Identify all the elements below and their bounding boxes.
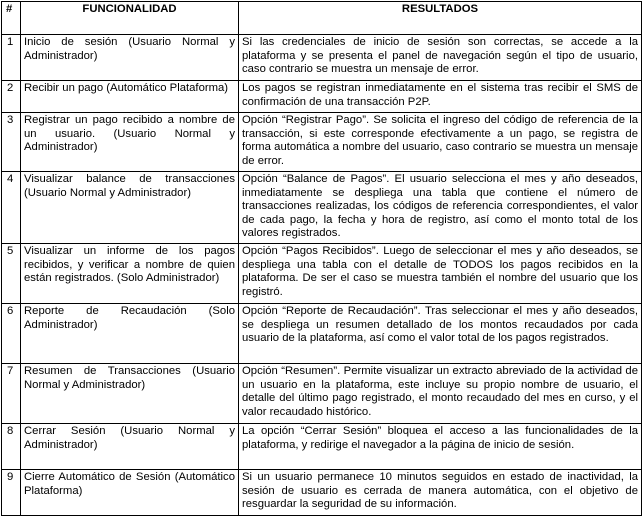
row-result: Opción “Reporte de Recaudación”. Tras seleccionar el mes y año deseados, se despliega un resumen detallado de los montos recaudados por cada usuario de la plataforma, así como el valor total de los pagos registrados. — [239, 304, 642, 364]
table-row — [2, 113, 642, 172]
table-row — [2, 172, 642, 244]
row-number: 1 — [2, 35, 21, 81]
row-result: Opción “Pagos Recibidos”. Luego de seleccionar el mes y año deseados, se despliega una tabla con el detalle de TODOS los pagos recibidos en la plataforma. De ser el caso se muestra también el nombre del usuario que los registró. — [239, 244, 642, 304]
row-functionality: Cierre Automático de Sesión (Automático Plataforma) — [21, 470, 239, 516]
row-result: Si un usuario permanece 10 minutos seguidos en estado de inactividad, la sesión de usuario es cerrada de manera automática, con el objetivo de resguardar la seguridad de su información. — [239, 470, 642, 516]
table-row — [2, 35, 642, 81]
row-number: 6 — [2, 304, 21, 364]
row-functionality: Reporte de Recaudación (Solo Administrador) — [21, 304, 239, 364]
table-row — [2, 470, 642, 516]
header-results: RESULTADOS — [239, 2, 642, 35]
row-functionality: Cerrar Sesión (Usuario Normal y Administrador) — [21, 424, 239, 470]
table-header-row — [2, 2, 642, 35]
row-result: La opción “Cerrar Sesión” bloquea el acceso a las funcionalidades de la plataforma, y redirige el navegador a la página de inicio de sesión. — [239, 424, 642, 470]
row-number: 9 — [2, 470, 21, 516]
row-number: 7 — [2, 364, 21, 424]
row-result: Opción “Registrar Pago”. Se solicita el ingreso del código de referencia de la transacción, si este corresponde efectivamente a un pago, se registra de forma automática a nombre del usuario, caso contrario se muestra un mensaje de error. — [239, 113, 642, 172]
row-functionality: Visualizar un informe de los pagos recibidos, y verificar a nombre de quien están registrados. (Solo Administrador) — [21, 244, 239, 304]
row-functionality: Registrar un pago recibido a nombre de un usuario. (Usuario Normal y Administrador) — [21, 113, 239, 172]
row-result: Opción “Resumen”. Permite visualizar un extracto abreviado de la actividad de un usuario en la plataforma, este incluye su propio nombre de usuario, el detalle del último pago registrado, el monto recaudado del mes en curso, y el valor recaudado histórico. — [239, 364, 642, 424]
functionality-table — [1, 1, 642, 516]
row-number: 5 — [2, 244, 21, 304]
row-number: 4 — [2, 172, 21, 244]
header-number: # — [2, 2, 21, 35]
row-number: 3 — [2, 113, 21, 172]
row-result: Los pagos se registran inmediatamente en el sistema tras recibir el SMS de confirmación de una transacción P2P. — [239, 81, 642, 113]
row-result: Si las credenciales de inicio de sesión son correctas, se accede a la plataforma y se presenta el panel de navegación según el tipo de usuario, caso contrario se muestra un mensaje de error. — [239, 35, 642, 81]
row-functionality: Recibir un pago (Automático Plataforma) — [21, 81, 239, 113]
row-result: Opción “Balance de Pagos”. El usuario selecciona el mes y año deseados, inmediatamente se despliega una tabla que contiene el número de transacciones realizadas, los códigos de referencia correspondientes, el valor de cada pago, la fecha y hora de registro, así como el monto total de los valores registrados. — [239, 172, 642, 244]
row-functionality: Visualizar balance de transacciones (Usuario Normal y Administrador) — [21, 172, 239, 244]
table-row — [2, 304, 642, 364]
row-functionality: Resumen de Transacciones (Usuario Normal y Administrador) — [21, 364, 239, 424]
row-functionality: Inicio de sesión (Usuario Normal y Administrador) — [21, 35, 239, 81]
header-functionality: FUNCIONALIDAD — [21, 2, 239, 35]
row-number: 8 — [2, 424, 21, 470]
table-row — [2, 364, 642, 424]
row-number: 2 — [2, 81, 21, 113]
table-row — [2, 244, 642, 304]
table-row — [2, 81, 642, 113]
table-row — [2, 424, 642, 470]
